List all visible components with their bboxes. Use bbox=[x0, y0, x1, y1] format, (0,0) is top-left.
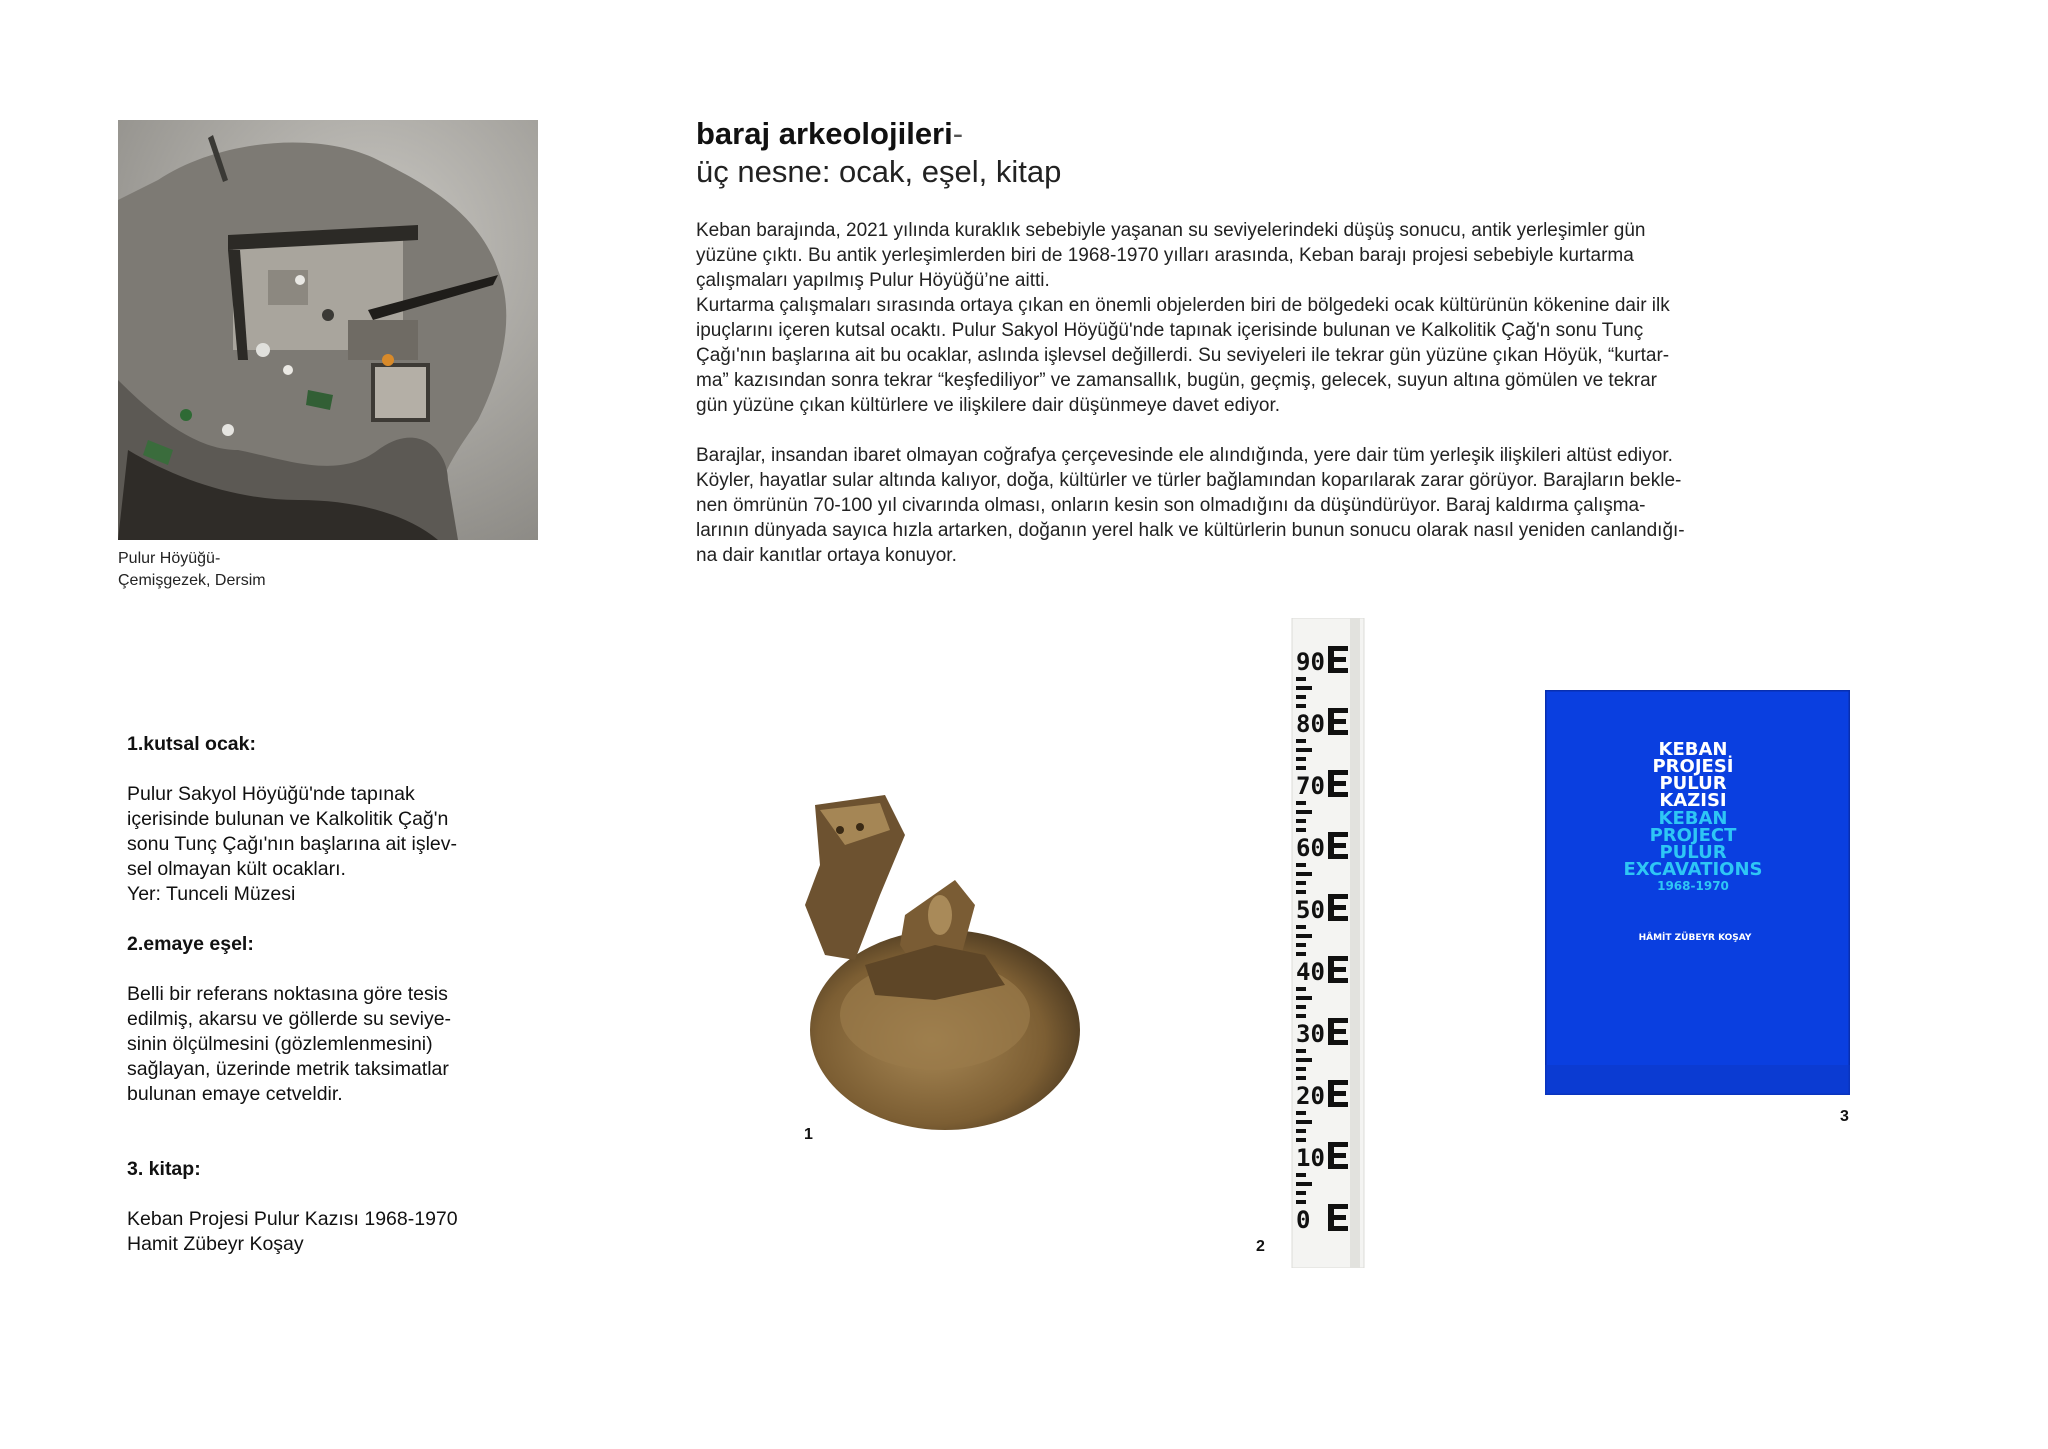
gauge-label: 10 bbox=[1296, 1144, 1325, 1172]
book-title-line: PULUR bbox=[1659, 842, 1727, 863]
gauge-tick bbox=[1296, 925, 1306, 929]
book-title-line: PROJECT bbox=[1649, 825, 1737, 846]
body-line: Kurtarma çalışmaları sırasında ortaya çıkan en önemli objelerden biri de bölgedeki ocak kültürünün kökenine dair ilk bbox=[696, 295, 1670, 316]
gauge-tick bbox=[1296, 996, 1312, 1000]
gauge-tick bbox=[1296, 695, 1306, 699]
gauge-block bbox=[1328, 770, 1348, 797]
gauge-tick bbox=[1296, 686, 1312, 690]
body-line: Barajlar, insandan ibaret olmayan coğrafya çerçevesinde ele alındığında, yere dair tüm yerleşik ilişkileri altüst ediyor. bbox=[696, 445, 1673, 466]
item-3-heading: 3. kitap: bbox=[127, 1158, 201, 1180]
photo-caption bbox=[118, 548, 266, 592]
item-3-line: Keban Projesi Pulur Kazısı 1968-1970 bbox=[127, 1208, 458, 1230]
gauge-block bbox=[1328, 708, 1348, 735]
gauge-tick bbox=[1296, 704, 1306, 708]
gauge-tick bbox=[1296, 757, 1306, 761]
item-2-line: sağlayan, üzerinde metrik taksimatlar bbox=[127, 1058, 449, 1080]
gauge-tick bbox=[1296, 1138, 1306, 1142]
gauge-tick bbox=[1296, 872, 1312, 876]
gauge-tick bbox=[1296, 1129, 1306, 1133]
book-title-line: KEBAN bbox=[1658, 739, 1728, 760]
gauge-tick bbox=[1296, 943, 1306, 947]
item-2-line: edilmiş, akarsu ve göllerde su seviye- bbox=[127, 1008, 452, 1030]
item-1-line: içerisinde bulunan ve Kalkolitik Çağ'n bbox=[127, 808, 449, 830]
title-text: baraj arkeolojileri bbox=[696, 116, 953, 151]
body-line: nen ömrünün 70-100 yıl civarında olması, onların kesin son olmadığını da düşündürüyor. Baraj kaldırma çalışma- bbox=[696, 495, 1646, 516]
body-line: Çağı'nın başlarına ait bu ocaklar, aslında işlevsel değillerdi. Su seviyeleri ile tekrar gün yüzüne çıkan Höyük, “kurtar- bbox=[696, 345, 1670, 366]
book-title-line: KEBAN bbox=[1658, 808, 1728, 829]
item-1-line: Yer: Tunceli Müzesi bbox=[127, 883, 296, 905]
gauge-tick bbox=[1296, 810, 1312, 814]
gauge-tick bbox=[1296, 748, 1312, 752]
gauge-tick bbox=[1296, 1005, 1306, 1009]
gauge-tick bbox=[1296, 1067, 1306, 1071]
gauge-tick bbox=[1296, 819, 1306, 823]
gauge-tick bbox=[1296, 1200, 1306, 1204]
figure-number: 2 bbox=[1256, 1238, 1265, 1255]
item-2-line: sinin ölçülmesini (gözlemlenmesini) bbox=[127, 1033, 433, 1055]
figure-number: 1 bbox=[804, 1126, 813, 1143]
gauge-tick bbox=[1296, 952, 1306, 956]
gauge-tick bbox=[1296, 766, 1306, 770]
gauge-block bbox=[1328, 1080, 1348, 1107]
gauge-tick bbox=[1296, 1076, 1306, 1080]
gauge-label: 50 bbox=[1296, 896, 1325, 924]
sacred-hearth-image bbox=[785, 785, 1085, 1130]
gauge-label: 0 bbox=[1296, 1206, 1311, 1234]
gauge-tick bbox=[1296, 677, 1306, 681]
gauge-tick bbox=[1296, 1111, 1306, 1115]
gauge-block bbox=[1328, 1142, 1348, 1169]
body-line: çalışmaları yapılmış Pulur Höyüğü’ne aitti. bbox=[696, 270, 1050, 291]
caption-line: Pulur Höyüğü- bbox=[118, 550, 221, 567]
item-1-line: sel olmayan kült ocakları. bbox=[127, 858, 346, 880]
gauge-block bbox=[1328, 832, 1348, 859]
excavation-aerial-photo bbox=[118, 120, 538, 540]
body-line: Köyler, hayatlar sular altında kalıyor, doğa, kültürler ve türler bağlamından koparılarak zarar görüyor. Barajların bekle- bbox=[696, 470, 1682, 491]
item-1-line: sonu Tunç Çağı'nın başlarına ait işlev- bbox=[127, 833, 457, 855]
page-title bbox=[696, 116, 963, 152]
book-cover-image bbox=[1545, 690, 1850, 1095]
gauge-tick bbox=[1296, 863, 1306, 867]
gauge-block bbox=[1328, 646, 1348, 673]
water-level-gauge-image bbox=[1288, 618, 1368, 1268]
figure-number: 3 bbox=[1840, 1108, 1849, 1125]
body-line: Keban barajında, 2021 yılında kuraklık sebebiyle yaşanan su seviyelerindeki düşüş sonucu, antik yerleşimler gün bbox=[696, 220, 1646, 241]
gauge-tick bbox=[1296, 1173, 1306, 1177]
book-title-line: PULUR bbox=[1659, 773, 1727, 794]
body-line: na dair kanıtlar ortaya konuyor. bbox=[696, 545, 957, 566]
gauge-tick bbox=[1296, 1049, 1306, 1053]
item-1-heading: 1.kutsal ocak: bbox=[127, 733, 256, 755]
book-title-line: EXCAVATIONS bbox=[1623, 859, 1763, 880]
gauge-label: 20 bbox=[1296, 1082, 1325, 1110]
book-title-line: 1968-1970 bbox=[1657, 879, 1729, 893]
item-1-line: Pulur Sakyol Höyüğü'nde tapınak bbox=[127, 783, 415, 805]
gauge-block bbox=[1328, 1204, 1348, 1231]
gauge-tick bbox=[1296, 987, 1306, 991]
book-title-line: PROJESİ bbox=[1652, 756, 1734, 777]
gauge-label: 80 bbox=[1296, 710, 1325, 738]
body-line: gün yüzüne çıkan kültürlere ve ilişkilere dair düşünmeye davet ediyor. bbox=[696, 395, 1281, 416]
gauge-label: 70 bbox=[1296, 772, 1325, 800]
body-text bbox=[696, 218, 1788, 568]
gauge-label: 60 bbox=[1296, 834, 1325, 862]
gauge-tick bbox=[1296, 1058, 1312, 1062]
gauge-block bbox=[1328, 894, 1348, 921]
caption-line: Çemişgezek, Dersim bbox=[118, 572, 266, 589]
gauge-label: 30 bbox=[1296, 1020, 1325, 1048]
gauge-label: 40 bbox=[1296, 958, 1325, 986]
body-line: ipuçlarını içeren kutsal ocaktı. Pulur Sakyol Höyüğü'nde tapınak içerisinde bulunan ve Kalkolitik Çağ'n sonu Tunç bbox=[696, 320, 1644, 341]
book-title-line: KAZISI bbox=[1659, 790, 1727, 811]
item-2-line: bulunan emaye cetveldir. bbox=[127, 1083, 343, 1105]
gauge-tick bbox=[1296, 934, 1312, 938]
gauge-tick bbox=[1296, 890, 1306, 894]
book-author: HÂMİT ZÜBEYR KOŞAY bbox=[1638, 933, 1752, 943]
body-line: yüzüne çıktı. Bu antik yerleşimlerden biri de 1968-1970 yılları arasında, Keban barajı projesi sebebiyle kurtarma bbox=[696, 245, 1634, 266]
item-2-heading: 2.emaye eşel: bbox=[127, 933, 254, 955]
title-dash: - bbox=[952, 116, 964, 151]
gauge-label: 90 bbox=[1296, 648, 1325, 676]
gauge-tick bbox=[1296, 1191, 1306, 1195]
gauge-tick bbox=[1296, 881, 1306, 885]
body-line: larının dünyada sayıca hızla artarken, doğanın yerel halk ve kültürlerin bunun sonucu olarak nasıl yeniden canlandığı- bbox=[696, 520, 1685, 541]
gauge-tick bbox=[1296, 739, 1306, 743]
page-subtitle: üç nesne: ocak, eşel, kitap bbox=[696, 154, 1062, 189]
gauge-tick bbox=[1296, 801, 1306, 805]
gauge-block bbox=[1328, 1018, 1348, 1045]
gauge-tick bbox=[1296, 1182, 1312, 1186]
object-descriptions bbox=[127, 732, 507, 1257]
item-2-line: Belli bir referans noktasına göre tesis bbox=[127, 983, 448, 1005]
gauge-tick bbox=[1296, 828, 1306, 832]
item-3-line: Hamit Zübeyr Koşay bbox=[127, 1233, 304, 1255]
gauge-tick bbox=[1296, 1120, 1312, 1124]
gauge-block bbox=[1328, 956, 1348, 983]
gauge-tick bbox=[1296, 1014, 1306, 1018]
body-line: ma” kazısından sonra tekrar “keşfediliyor” ve zamansallık, bugün, geçmiş, gelecek, suyun altına gömülen ve tekrar bbox=[696, 370, 1658, 391]
